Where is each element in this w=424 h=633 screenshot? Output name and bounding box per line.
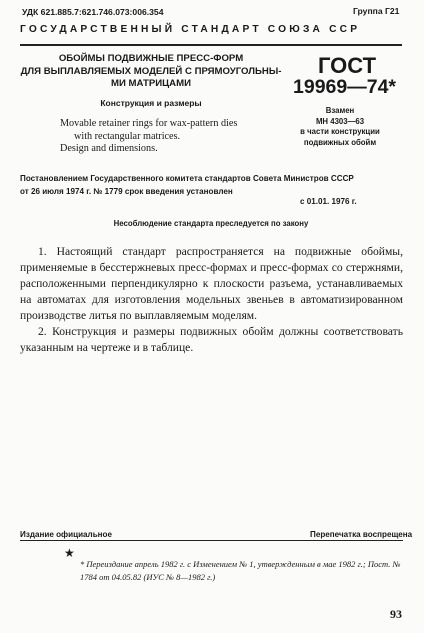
body-text <box>20 244 403 356</box>
decree-line: от 26 июля 1974 г. № 1779 срок введения установлен <box>20 187 233 196</box>
subtitle-russian: Конструкция и размеры <box>100 98 202 108</box>
subtitle-en-line: Design and dimensions. <box>60 143 158 154</box>
replacement-line: Взамен <box>325 106 355 115</box>
title-line: МИ МАТРИЦАМИ <box>111 78 191 89</box>
replacement-line: МН 4303—63 <box>315 116 365 126</box>
udk-code: УДК 621.885.7:621.746.073:006.354 <box>22 7 164 17</box>
replacement-line: подвижных обойм <box>303 137 377 147</box>
replacement-note <box>284 106 396 148</box>
group-code: Группа Г21 <box>353 6 400 16</box>
footnote: * Переиздание апрель 1982 г. с Изменением № 1, утвержденным в мае 1982 г.; Пост. № 1784 от 04.05.82 (ИУС № 8—1982 г.) <box>80 559 401 582</box>
page-number: 93 <box>390 607 402 621</box>
paragraph: 2. Конструкция и размеры подвижных обойм должны соответствовать указанным на чертеже и в таблице. <box>20 325 403 354</box>
header-rule <box>20 44 402 46</box>
decree <box>20 172 402 198</box>
decree-line: Постановлением Государственного комитета стандартов Совета Министров СССР <box>20 174 354 183</box>
reprint-prohibited-label: Перепечатка воспрещена <box>310 530 413 539</box>
gost-number: 19969—74* <box>293 76 397 98</box>
star-icon: ★ <box>64 546 75 560</box>
subtitle-en-line: Movable retainer rings for wax-pattern dies <box>60 118 238 129</box>
paragraph: 1. Настоящий стандарт распространяется на подвижные обоймы, применяемые в бесстержневых пресс-формах и пресс-формах со стержнями, расположенными перпендикулярно к плоскости разъема, устанавливаемых на автоматах для изготовления модельных звеньев в автоматизированном производстве литья по выплавляемым моделям. <box>20 245 403 322</box>
footer-rule <box>20 540 403 541</box>
standard-header: ГОСУДАРСТВЕННЫЙ СТАНДАРТ СОЮЗА ССР <box>20 24 361 35</box>
document-title <box>20 53 282 91</box>
title-line: ОБОЙМЫ ПОДВИЖНЫЕ ПРЕСС-ФОРМ <box>58 53 244 64</box>
effective-date: с 01.01. 1976 г. <box>300 197 357 206</box>
subtitle-english <box>60 118 250 156</box>
gost-label: ГОСТ <box>318 53 377 78</box>
enforcement-note: Несоблюдение стандарта преследуется по закону <box>113 219 309 228</box>
title-line: ДЛЯ ВЫПЛАВЛЯЕМЫХ МОДЕЛЕЙ С ПРЯМОУГОЛЬНЫ- <box>20 65 282 77</box>
subtitle-en-line: with rectangular matrices. <box>74 130 181 142</box>
official-edition-label: Издание официальное <box>20 530 112 539</box>
replacement-line: в части конструкции <box>300 127 380 136</box>
